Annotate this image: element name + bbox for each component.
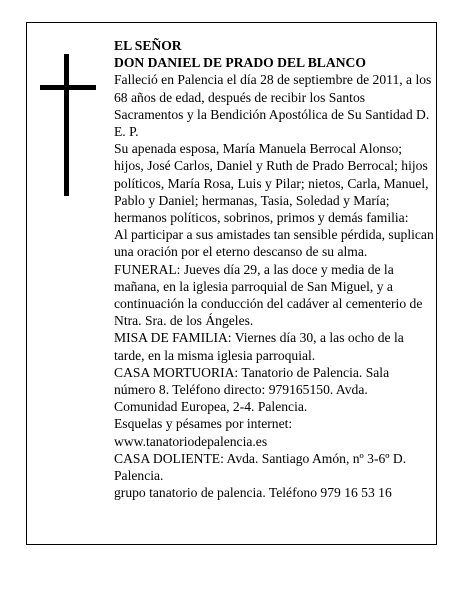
cross-icon-bar (40, 85, 96, 90)
obituary-text (114, 37, 434, 501)
paragraph-prayer: Al participar a sus amistades tan sensible pérdida, suplican una oración por el eterno descanso de su alma. (114, 227, 434, 260)
paragraph-home-address: CASA DOLIENTE: Avda. Santiago Amón, nº 3-6º D. Palencia. (114, 450, 407, 484)
paragraph-death: Falleció en Palencia el día 28 de septiembre de 2011, a los 68 años de edad, después de recibir los Santos Sacramentos y la Bendición Apostólica de Su Santidad D. E. P. (114, 72, 432, 140)
title-line-1: EL SEÑOR (114, 38, 182, 53)
paragraph-family: Su apenada esposa, María Manuela Berrocal Alonso; hijos, José Carlos, Daniel y Ruth de Prado Berrocal; hijos políticos, María Rosa, Luis y Pilar; nietos, Carla, Manuel, Pablo y Daniel; hermanas, Tasia, Soledad y María; hermanos políticos, sobrinos, primos y demás familia: (114, 141, 429, 226)
paragraph-internet: Esquelas y pésames por internet: www.tanatoriodepalencia.es (114, 416, 293, 449)
cross-icon (64, 54, 69, 196)
title-line-2: DON DANIEL DE PRADO DEL BLANCO (114, 55, 366, 71)
paragraph-funeral: FUNERAL: Jueves día 29, a las doce y media de la mañana, en la iglesia parroquial de San Miguel, y a continuación la conducción del cadáver al cementerio de Ntra. Sra. de los Ángeles. (114, 261, 423, 329)
paragraph-family-mass: MISA DE FAMILIA: Viernes día 30, a las ocho de la tarde, en la misma iglesia parroquial. (114, 330, 404, 363)
paragraph-contact: grupo tanatorio de palencia. Teléfono 979 16 53 16 (114, 485, 392, 501)
paragraph-funeral-home: CASA MORTUORIA: Tanatorio de Palencia. Sala número 8. Teléfono directo: 979165150. Avda. Comunidad Europea, 2-4. Palencia. (114, 364, 390, 415)
